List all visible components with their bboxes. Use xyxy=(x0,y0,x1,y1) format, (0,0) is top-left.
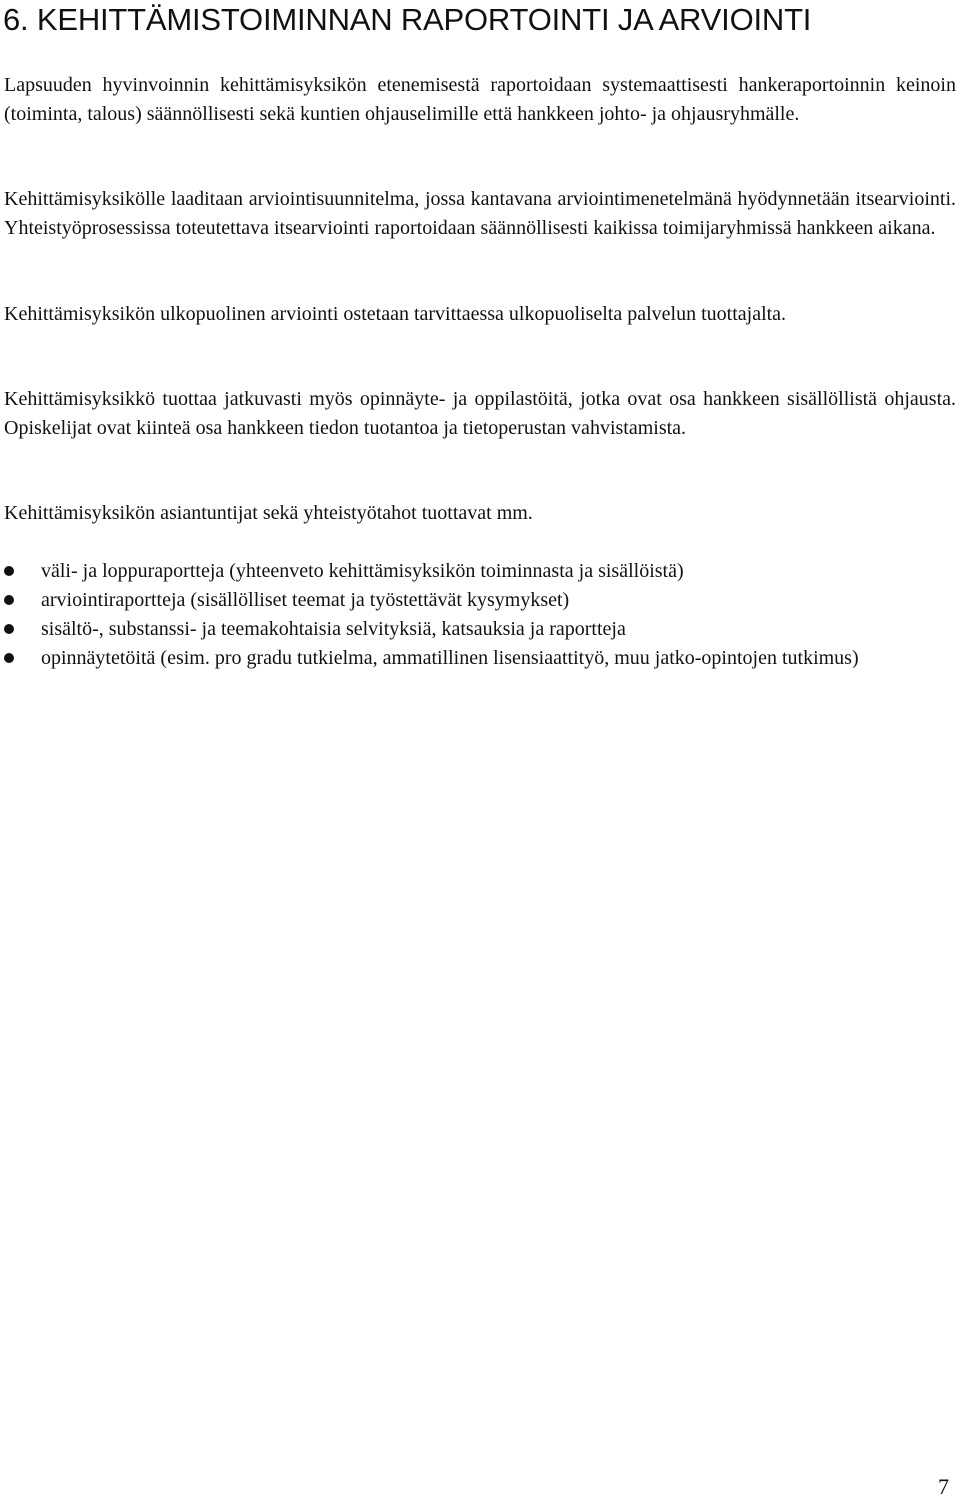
list-item-text: väli- ja loppuraportteja (yhteenveto kehittämisyksikön toiminnasta ja sisällöistä) xyxy=(41,560,684,582)
bullet-icon xyxy=(4,595,14,605)
paragraph-external-evaluation xyxy=(4,300,956,329)
outputs-list xyxy=(4,557,956,673)
list-item xyxy=(4,586,956,615)
page-number: 7 xyxy=(938,1474,949,1499)
section-heading: 6. KEHITTÄMISTOIMINNAN RAPORTOINTI JA ARVIOINTI xyxy=(3,2,812,37)
paragraph-evaluation-plan xyxy=(4,185,956,243)
paragraph-text: Kehittämisyksikölle laaditaan arviointisuunnitelma, jossa kantavana arviointimenetelmänä hyödynnetään itsearviointi. Yhteistyöprosessissa toteutettava itsearviointi raportoidaan säännöllisesti kaikissa toimijaryhmissä hankkeen aikana. xyxy=(4,188,956,239)
paragraph-theses xyxy=(4,385,956,443)
bullet-icon xyxy=(4,624,14,634)
paragraph-reporting xyxy=(4,71,956,129)
bullet-icon xyxy=(4,566,14,576)
list-item-text: arviointiraportteja (sisällölliset teemat ja työstettävät kysymykset) xyxy=(41,589,570,611)
list-item xyxy=(4,644,956,673)
paragraph-text: Kehittämisyksikkö tuottaa jatkuvasti myös opinnäyte- ja oppilastöitä, jotka ovat osa hankkeen sisällöllistä ohjausta. Opiskelijat ovat kiinteä osa hankkeen tiedon tuotantoa ja tietoperustan vahvistamista. xyxy=(4,388,956,439)
list-item-text: sisältö-, substanssi- ja teemakohtaisia selvityksiä, katsauksia ja raportteja xyxy=(41,618,626,640)
paragraph-text: Kehittämisyksikön ulkopuolinen arviointi ostetaan tarvittaessa ulkopuoliselta palvelun tuottajalta. xyxy=(4,303,787,325)
list-item-text: opinnäytetöitä (esim. pro gradu tutkielma, ammatillinen lisensiaattityö, muu jatko-opintojen tutkimus) xyxy=(41,647,859,669)
paragraph-text: Lapsuuden hyvinvoinnin kehittämisyksikön etenemisestä raportoidaan systemaattisesti hankeraportoinnin keinoin (toiminta, talous) säännöllisesti sekä kuntien ohjauselimille että hankkeen johto- ja ohjausryhmälle. xyxy=(4,74,956,125)
bullet-icon xyxy=(4,653,14,663)
paragraph-outputs-intro xyxy=(4,499,956,528)
paragraph-text: Kehittämisyksikön asiantuntijat sekä yhteistyötahot tuottavat mm. xyxy=(4,502,533,524)
list-item xyxy=(4,615,956,644)
list-item xyxy=(4,557,956,586)
